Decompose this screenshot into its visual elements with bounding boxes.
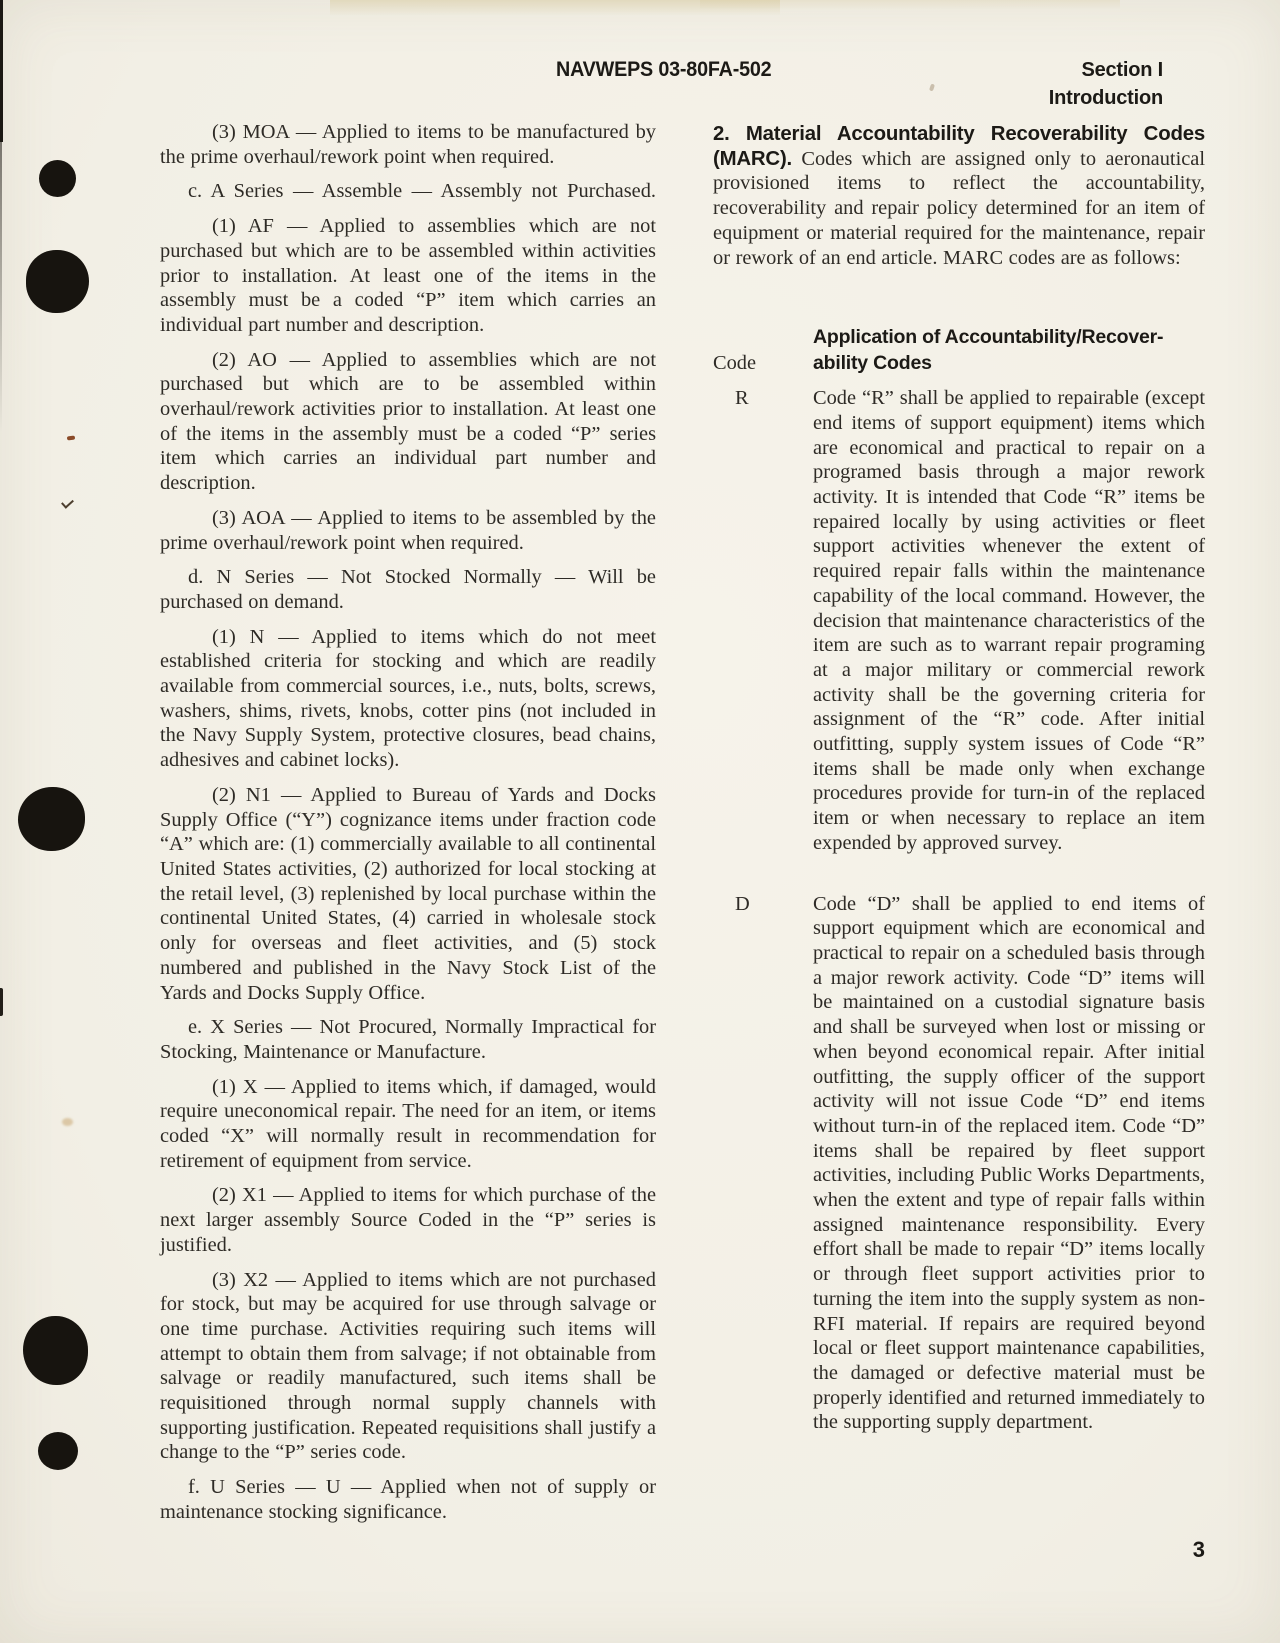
marc-code-description: Code “D” shall be applied to end items of support equipment which are economical and practical to repair on a scheduled basis through a major rework activity. Code “D” items will be maintained on a custodial signature basis and shall be surveyed when lost or missing or when beyond economical repair. After initial outfitting, the supply officer of the support activity will not issue Code “D” end items without turn-in of the replaced item. Code “D” items shall be repaired by fleet support activities, including Public Works Departments, when the extent and type of repair falls within assigned maintenance responsibility. Every effort shall be made to repair “D” items locally or through fleet support activities prior to turning the item into the supply system as non-RFI material. If repairs are required beyond local or fleet support maintenance capabilities, the damaged or defective material must be properly identified and returned immediately to the supporting supply department.	[813, 892, 1205, 1434]
scan-smudge-top-right	[700, 0, 1120, 10]
document-number: NAVWEPS 03-80FA-502	[556, 58, 772, 81]
paragraph-u-series: f. U Series — U — Applied when not of supply or maintenance stocking significance.	[160, 1476, 656, 1523]
binder-ink-dot-4	[23, 1316, 88, 1385]
paragraph-n1: (2) N1 — Applied to Bureau of Yards and Docks Supply Office (“Y”) cognizance items under fraction code “A” which are: (1) commercially available to all continental United States activities, (2) authorized for local stocking at the retail level, (3) replenished by local purchase within the continental United States, (4) carried in wholesale stock only for overseas and fleet activities, and (5) stock numbered and published in the Navy Stock List of the Yards and Docks Supply Office.	[160, 783, 656, 1004]
marc-intro-text: Codes which are assigned only to aeronautical provisioned items to reflect the accountability, recoverability and repair policy determined for an item of equipment or material required for the maintenance, repair or rework of an end article. MARC codes are as follows:	[713, 147, 1205, 269]
left-column	[160, 120, 656, 1535]
marc-entry-d	[713, 892, 1205, 1445]
marc-heading: 2. Material Accountability Recoverability Codes (MARC).	[713, 123, 1205, 170]
paragraph-x: (1) X — Applied to items which, if damaged, would require uneconomical repair. The need for an item, or items coded “X” will normally result in recommendation for retirement of equipment from service.	[160, 1075, 656, 1172]
marc-table-header	[713, 325, 1205, 376]
marc-intro-paragraph	[713, 122, 1205, 270]
application-label-line2: ability Codes	[813, 351, 932, 374]
code-column-label: Code	[713, 351, 757, 374]
binder-ink-dot-2	[26, 250, 89, 313]
header-scratch-mark	[929, 84, 935, 92]
marc-entry-r	[713, 386, 1205, 865]
margin-pen-mark-check	[61, 496, 74, 509]
scan-edge-sliver-fade	[0, 142, 2, 432]
application-label-line1: Application of Accountability/Recover-	[813, 326, 1164, 349]
margin-smudge	[62, 1118, 73, 1126]
page-number: 3	[1192, 1537, 1205, 1562]
paragraph-x2: (3) X2 — Applied to items which are not purchased for stock, but may be acquired for use through salvage or one time purchase. Activities requiring such items will attempt to obtain them from salvage; if not obtainable from salvage or readily manufactured, such items shall be requisitioned through normal supply channels with supporting justification. Repeated requisitions shall justify a change to the “P” series code.	[160, 1268, 656, 1464]
marc-code-description: Code “R” shall be applied to repairable (except end items of support equipment) items which are economical and practical to repair on a programed basis through a major rework activity. It is intended that Code “R” items be repaired locally by using activities or fleet support activities whenever the extent of required repair falls within the maintenance capability of the local command. However, the decision that maintenance characteristics of the item are such as to warrant repair programing at a major military or commercial rework activity shall be the governing criteria for assignment of the “R” code. After initial outfitting, supply system issues of Code “R” items shall be made only when exchange procedures provide for turn-in of the replaced item or when necessary to replace an item expended by approved survey.	[813, 387, 1205, 854]
paragraph-moa: (3) MOA — Applied to items to be manufactured by the prime overhaul/rework point when required.	[160, 121, 656, 168]
right-column	[713, 122, 1205, 1445]
section-subtitle: Introduction	[1048, 87, 1163, 109]
binder-ink-dot-5	[38, 1432, 78, 1470]
binder-ink-dot-1	[39, 160, 76, 197]
marc-code-letter: D	[735, 892, 750, 915]
section-header	[1049, 56, 1163, 112]
paragraph-aoa: (3) AOA — Applied to items to be assembled by the prime overhaul/rework point when required.	[160, 506, 656, 554]
paragraph-ao: (2) AO — Applied to assemblies which are not purchased but which are to be assembled within overhaul/rework activities prior to installation. At least one of the items in the assembly must be a coded “P” series item which carries an individual part number and description.	[160, 348, 656, 495]
margin-pen-mark-dash	[67, 435, 75, 440]
paragraph-n: (1) N — Applied to items which do not meet established criteria for stocking and which are readily available from commercial sources, i.e., nuts, bolts, screws, washers, shims, rivets, knobs, cotter pins (not included in the Navy Supply System, protective closures, bead chains, adhesives and cabinet locks).	[160, 625, 656, 772]
marc-code-letter: R	[735, 387, 749, 410]
paragraph-af: (1) AF — Applied to assemblies which are not purchased but which are to be assembled within activities prior to installation. At least one of the items in the assembly must be a coded “P” item which carries an individual part number and description.	[160, 215, 656, 336]
paragraph-x-series: e. X Series — Not Procured, Normally Impractical for Stocking, Maintenance or Manufacture.	[160, 1016, 656, 1063]
scan-edge-sliver	[0, 0, 3, 142]
paragraph-a-series: c. A Series — Assemble — Assembly not Purchased.	[188, 180, 656, 203]
scan-edge-sliver-mid	[0, 988, 3, 1016]
application-column-label	[813, 325, 1205, 376]
section-title: Section I	[1081, 59, 1163, 81]
paragraph-n-series: d. N Series — Not Stocked Normally — Will be purchased on demand.	[160, 566, 656, 613]
paragraph-x1: (2) X1 — Applied to items for which purchase of the next larger assembly Source Coded in the “P” series is justified.	[160, 1184, 656, 1256]
binder-ink-dot-3	[18, 787, 85, 851]
